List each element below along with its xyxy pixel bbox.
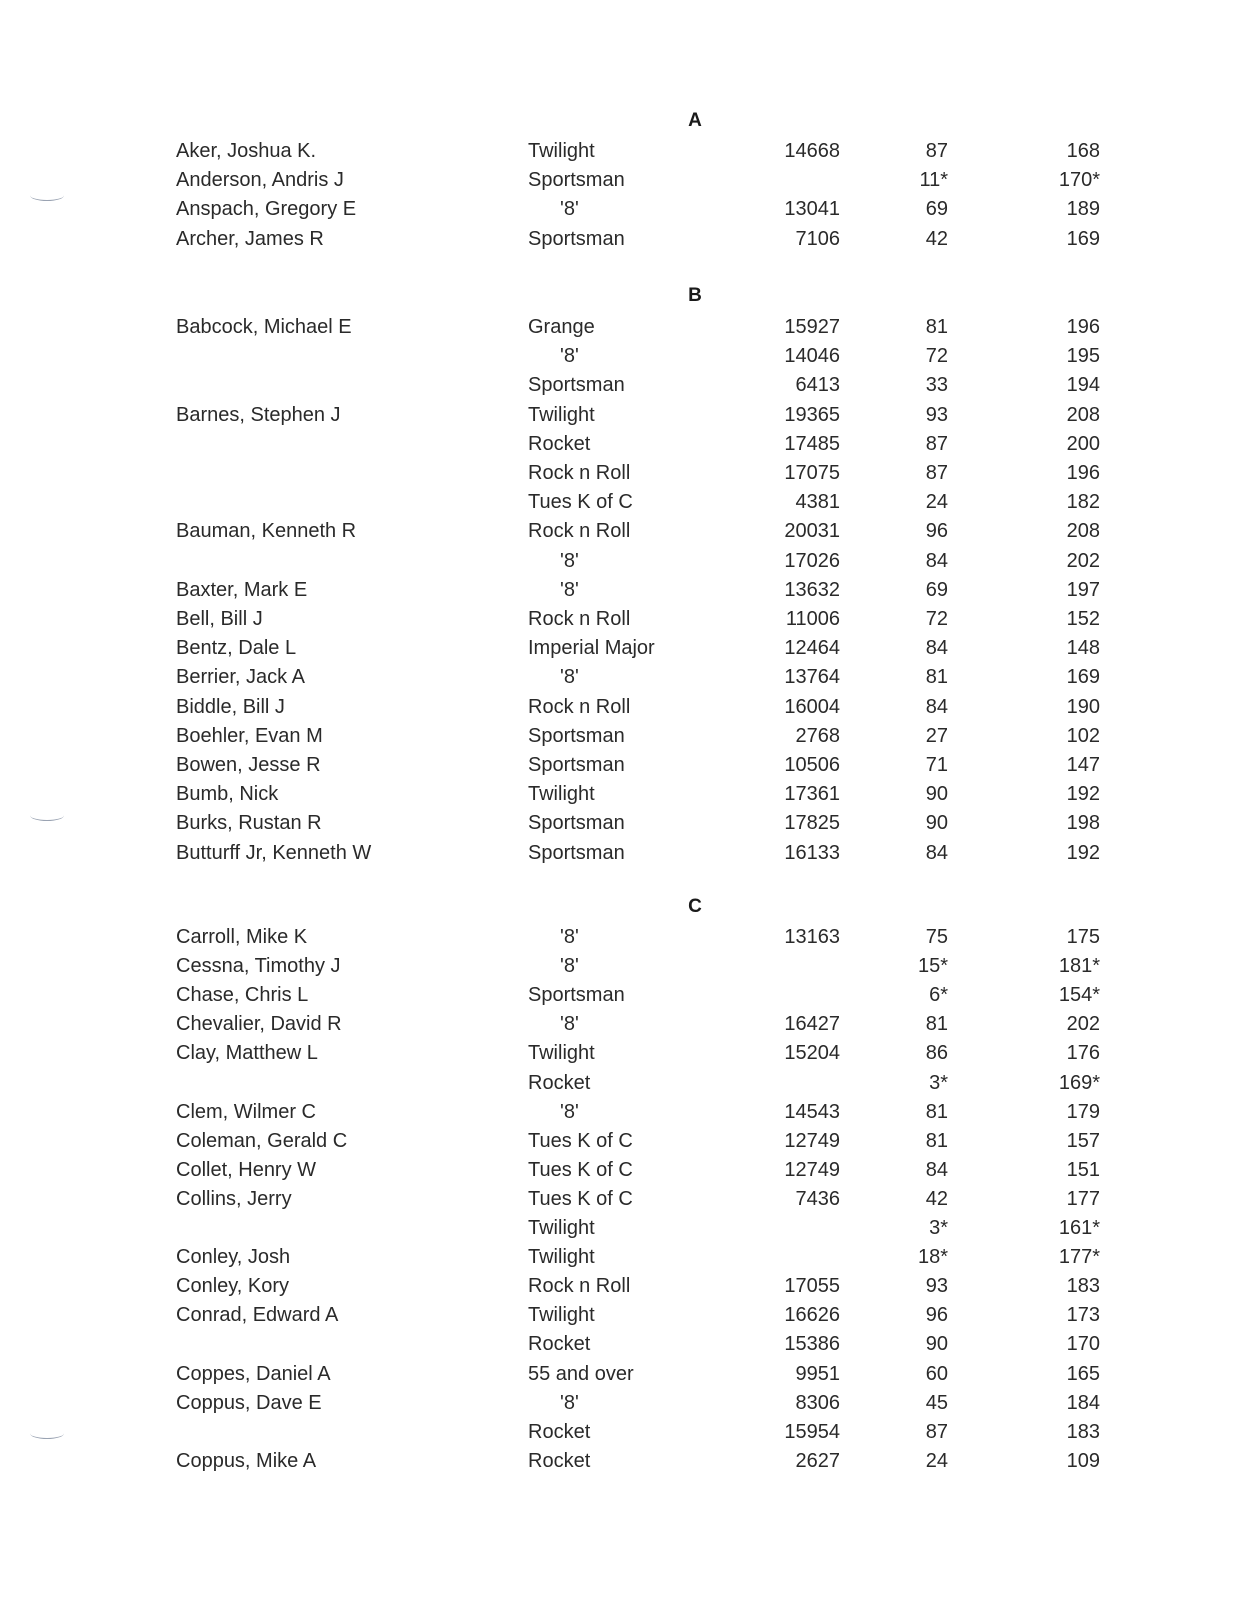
total-pins: 16427 (784, 1013, 840, 1036)
total-pins: 20031 (784, 520, 840, 543)
average-score: 165 (1066, 1362, 1100, 1385)
bowler-name: Coppus, Dave E (176, 1391, 322, 1414)
bowler-row (0, 663, 1245, 692)
bowler-row (0, 780, 1245, 809)
league-name: Rocket (528, 1449, 591, 1472)
total-pins: 16004 (784, 695, 840, 718)
league-name: Rock n Roll (528, 695, 631, 718)
bowler-row (0, 547, 1245, 576)
average-score: 176 (1066, 1042, 1100, 1065)
bowler-row (0, 517, 1245, 546)
games-bowled: 96 (925, 1304, 948, 1327)
bowler-row (0, 1330, 1245, 1359)
total-pins: 16133 (784, 841, 840, 864)
league-name: Imperial Major (528, 637, 655, 660)
bowler-row (0, 195, 1245, 224)
games-bowled: 90 (925, 783, 948, 806)
league-name: '8' (560, 198, 579, 221)
average-score: 154* (1058, 984, 1100, 1007)
average-score: 198 (1066, 812, 1100, 835)
total-pins: 6413 (795, 374, 840, 397)
bowler-row (0, 693, 1245, 722)
bowler-row (0, 430, 1245, 459)
bowler-row (0, 1127, 1245, 1156)
league-name: '8' (560, 666, 579, 689)
league-name: Sportsman (528, 984, 625, 1007)
league-name: Twilight (528, 1042, 595, 1065)
games-bowled: 69 (925, 198, 948, 221)
bowler-name: Conley, Josh (176, 1246, 291, 1269)
average-score: 177 (1066, 1187, 1100, 1210)
games-bowled: 60 (925, 1362, 948, 1385)
average-score: 148 (1066, 637, 1100, 660)
bowler-row (0, 225, 1245, 254)
games-bowled: 84 (925, 549, 948, 572)
total-pins: 15386 (784, 1333, 840, 1356)
games-bowled: 86 (925, 1042, 948, 1065)
average-score: 208 (1066, 520, 1100, 543)
league-name: Grange (528, 316, 595, 338)
games-bowled: 81 (925, 666, 948, 689)
games-bowled: 81 (925, 1100, 948, 1123)
bowler-name: Berrier, Jack A (176, 666, 305, 689)
bowler-name: Clay, Matthew L (176, 1042, 318, 1065)
average-score: 170 (1066, 1333, 1100, 1356)
bowler-row (0, 371, 1245, 400)
bowler-name: Coppus, Mike A (176, 1449, 317, 1472)
bowler-name: Aker, Joshua K. (176, 140, 317, 162)
league-name: Twilight (528, 403, 595, 426)
total-pins: 8306 (795, 1391, 840, 1414)
games-bowled: 45 (925, 1391, 948, 1414)
league-name: '8' (560, 549, 579, 572)
average-score: 182 (1066, 491, 1100, 514)
games-bowled: 15* (917, 955, 948, 978)
bowler-name: Barnes, Stephen J (176, 403, 341, 426)
bowler-name: Chevalier, David R (176, 1013, 342, 1036)
total-pins: 17075 (784, 462, 840, 484)
games-bowled: 42 (925, 1187, 948, 1210)
total-pins: 17485 (784, 432, 840, 455)
average-score: 157 (1066, 1129, 1100, 1152)
league-name: '8' (560, 345, 579, 368)
league-name: Sportsman (528, 841, 625, 864)
total-pins: 12749 (784, 1158, 840, 1181)
bowler-row (0, 1214, 1245, 1243)
bowler-name: Carroll, Mike K (176, 926, 308, 948)
bowler-name: Conrad, Edward A (176, 1304, 339, 1327)
average-score: 179 (1066, 1100, 1100, 1123)
average-score: 183 (1066, 1420, 1100, 1443)
total-pins: 19365 (784, 403, 840, 426)
bowler-name: Conley, Kory (176, 1275, 290, 1298)
total-pins: 17026 (784, 549, 840, 572)
bowler-row (0, 488, 1245, 517)
total-pins: 14668 (784, 140, 840, 162)
bowler-name: Baxter, Mark E (176, 578, 308, 601)
average-score: 169 (1066, 227, 1100, 250)
total-pins: 13041 (784, 198, 840, 221)
total-pins: 15954 (784, 1420, 840, 1443)
total-pins: 7436 (795, 1187, 840, 1210)
average-score: 181* (1058, 955, 1100, 978)
games-bowled: 81 (925, 1129, 948, 1152)
bowler-row (0, 952, 1245, 981)
total-pins: 15927 (784, 316, 840, 338)
games-bowled: 6* (929, 984, 948, 1007)
average-score: 189 (1066, 198, 1100, 221)
bowler-name: Collins, Jerry (176, 1187, 292, 1210)
average-score: 170* (1058, 169, 1100, 192)
average-score: 194 (1066, 374, 1100, 397)
bowler-name: Butturff Jr, Kenneth W (176, 841, 372, 864)
league-name: Tues K of C (528, 1129, 633, 1152)
average-score: 196 (1066, 462, 1100, 484)
total-pins: 15204 (784, 1042, 840, 1065)
bowler-name: Coleman, Gerald C (176, 1129, 348, 1152)
bowler-name: Boehler, Evan M (176, 724, 323, 747)
total-pins: 17825 (784, 812, 840, 835)
average-score: 202 (1066, 549, 1100, 572)
games-bowled: 27 (925, 724, 948, 747)
games-bowled: 42 (925, 227, 948, 250)
league-name: Rock n Roll (528, 608, 631, 630)
games-bowled: 87 (925, 462, 948, 484)
average-score: 183 (1066, 1275, 1100, 1298)
league-name: Rocket (528, 1333, 591, 1356)
games-bowled: 84 (925, 1158, 948, 1181)
bowler-row (0, 1010, 1245, 1039)
bowler-row (0, 1039, 1245, 1068)
bowler-name: Bentz, Dale L (176, 637, 297, 660)
bowler-name: Chase, Chris L (176, 984, 309, 1007)
league-name: Twilight (528, 140, 595, 162)
bowler-row (0, 313, 1245, 342)
total-pins: 16626 (784, 1304, 840, 1327)
league-name: Rock n Roll (528, 1275, 631, 1298)
average-score: 169* (1058, 1071, 1100, 1094)
league-name: Twilight (528, 1217, 595, 1239)
average-score: 200 (1066, 432, 1100, 455)
games-bowled: 18* (917, 1246, 948, 1269)
total-pins: 13632 (784, 578, 840, 601)
bowler-row (0, 1301, 1245, 1330)
league-name: Rocket (528, 432, 591, 455)
bowler-row (0, 751, 1245, 780)
games-bowled: 3* (929, 1071, 948, 1094)
games-bowled: 24 (925, 491, 948, 514)
bowler-row (0, 1098, 1245, 1127)
league-name: Sportsman (528, 169, 625, 192)
league-name: Sportsman (528, 754, 625, 776)
total-pins: 14046 (784, 345, 840, 368)
games-bowled: 84 (925, 841, 948, 864)
bowler-row (0, 459, 1245, 488)
total-pins: 2768 (795, 724, 840, 747)
league-name: Sportsman (528, 227, 625, 250)
bowler-row (0, 605, 1245, 634)
bowler-name: Anderson, Andris J (176, 169, 344, 192)
games-bowled: 75 (925, 926, 948, 948)
average-score: 152 (1066, 608, 1100, 630)
league-name: Rock n Roll (528, 520, 631, 543)
average-score: 102 (1066, 724, 1100, 747)
league-name: '8' (560, 1100, 579, 1123)
total-pins: 12464 (784, 637, 840, 660)
league-name: Rocket (528, 1420, 591, 1443)
games-bowled: 87 (925, 1420, 948, 1443)
bowler-row (0, 1447, 1245, 1476)
average-score: 202 (1066, 1013, 1100, 1036)
bowler-row (0, 576, 1245, 605)
average-score: 197 (1066, 578, 1100, 601)
bowler-name: Cessna, Timothy J (176, 955, 341, 978)
games-bowled: 87 (925, 140, 948, 162)
games-bowled: 72 (925, 608, 948, 630)
league-name: '8' (560, 1013, 579, 1036)
average-score: 192 (1066, 841, 1100, 864)
games-bowled: 72 (925, 345, 948, 368)
total-pins: 12749 (784, 1129, 840, 1152)
total-pins: 7106 (795, 227, 840, 250)
bowler-name: Babcock, Michael E (176, 316, 352, 338)
total-pins: 11006 (785, 608, 840, 630)
league-name: '8' (560, 1391, 579, 1414)
average-score: 147 (1066, 754, 1100, 776)
bowler-row (0, 166, 1245, 195)
games-bowled: 96 (925, 520, 948, 543)
league-name: '8' (560, 926, 579, 948)
bowler-row (0, 1185, 1245, 1214)
bowler-row (0, 1243, 1245, 1272)
bowler-name: Biddle, Bill J (176, 695, 285, 718)
average-score: 177* (1058, 1246, 1100, 1269)
bowler-name: Coppes, Daniel A (176, 1362, 331, 1385)
bowler-name: Burks, Rustan R (176, 812, 322, 835)
section-letter-heading: C (688, 896, 702, 917)
total-pins: 14543 (784, 1100, 840, 1123)
bowler-name: Bell, Bill J (176, 608, 263, 630)
bowler-row (0, 1418, 1245, 1447)
league-name: 55 and over (528, 1362, 634, 1385)
average-score: 168 (1066, 140, 1100, 162)
league-name: Twilight (528, 1304, 595, 1327)
league-name: Twilight (528, 783, 595, 806)
average-score: 151 (1066, 1158, 1100, 1181)
games-bowled: 84 (925, 695, 948, 718)
average-score: 208 (1066, 403, 1100, 426)
average-score: 109 (1066, 1449, 1100, 1472)
bowler-row (0, 981, 1245, 1010)
bowler-row (0, 342, 1245, 371)
bowler-row (0, 634, 1245, 663)
bowler-row (0, 401, 1245, 430)
bowler-row (0, 137, 1245, 166)
games-bowled: 81 (925, 316, 948, 338)
games-bowled: 93 (925, 403, 948, 426)
league-name: Rock n Roll (528, 462, 631, 484)
bowler-name: Anspach, Gregory E (176, 198, 357, 221)
section-letter-heading: A (688, 110, 702, 131)
section-letter-heading: B (688, 285, 702, 306)
average-score: 161* (1058, 1217, 1100, 1239)
league-name: '8' (560, 955, 579, 978)
bowler-row (0, 809, 1245, 838)
average-score: 169 (1066, 666, 1100, 689)
total-pins: 9951 (795, 1362, 840, 1385)
bowler-row (0, 839, 1245, 868)
league-name: Sportsman (528, 812, 625, 835)
games-bowled: 71 (925, 754, 948, 776)
games-bowled: 90 (925, 812, 948, 835)
average-score: 195 (1066, 345, 1100, 368)
average-score: 190 (1066, 695, 1100, 718)
games-bowled: 90 (925, 1333, 948, 1356)
total-pins: 4381 (795, 491, 840, 514)
games-bowled: 33 (925, 374, 948, 397)
total-pins: 13764 (784, 666, 840, 689)
league-name: Twilight (528, 1246, 595, 1269)
bowler-row (0, 1272, 1245, 1301)
average-score: 175 (1066, 926, 1100, 948)
total-pins: 17361 (784, 783, 840, 806)
league-name: Tues K of C (528, 1187, 633, 1210)
average-score: 196 (1066, 316, 1100, 338)
bowler-name: Archer, James R (176, 227, 324, 250)
bowler-row (0, 722, 1245, 751)
league-name: Sportsman (528, 724, 625, 747)
games-bowled: 11* (919, 169, 948, 192)
games-bowled: 87 (925, 432, 948, 455)
average-score: 173 (1066, 1304, 1100, 1327)
games-bowled: 69 (925, 578, 948, 601)
league-name: Sportsman (528, 374, 625, 397)
games-bowled: 3* (929, 1217, 948, 1239)
games-bowled: 84 (925, 637, 948, 660)
bowler-name: Collet, Henry W (176, 1158, 317, 1181)
total-pins: 10506 (784, 754, 840, 776)
bowler-name: Bowen, Jesse R (176, 754, 321, 776)
bowler-row (0, 1069, 1245, 1098)
bowler-row (0, 1389, 1245, 1418)
bowler-row (0, 923, 1245, 952)
league-name: Tues K of C (528, 1158, 633, 1181)
bowler-row (0, 1156, 1245, 1185)
games-bowled: 81 (925, 1013, 948, 1036)
bowler-row (0, 1360, 1245, 1389)
league-name: Tues K of C (528, 491, 633, 514)
league-name: Rocket (528, 1071, 591, 1094)
bowler-name: Clem, Wilmer C (176, 1100, 316, 1123)
average-score: 184 (1066, 1391, 1100, 1414)
bowler-name: Bumb, Nick (176, 783, 279, 806)
average-score: 192 (1066, 783, 1100, 806)
total-pins: 2627 (795, 1449, 840, 1472)
games-bowled: 24 (925, 1449, 948, 1472)
total-pins: 17055 (784, 1275, 840, 1298)
total-pins: 13163 (784, 926, 840, 948)
bowler-name: Bauman, Kenneth R (176, 520, 357, 543)
league-name: '8' (560, 578, 579, 601)
games-bowled: 93 (925, 1275, 948, 1298)
